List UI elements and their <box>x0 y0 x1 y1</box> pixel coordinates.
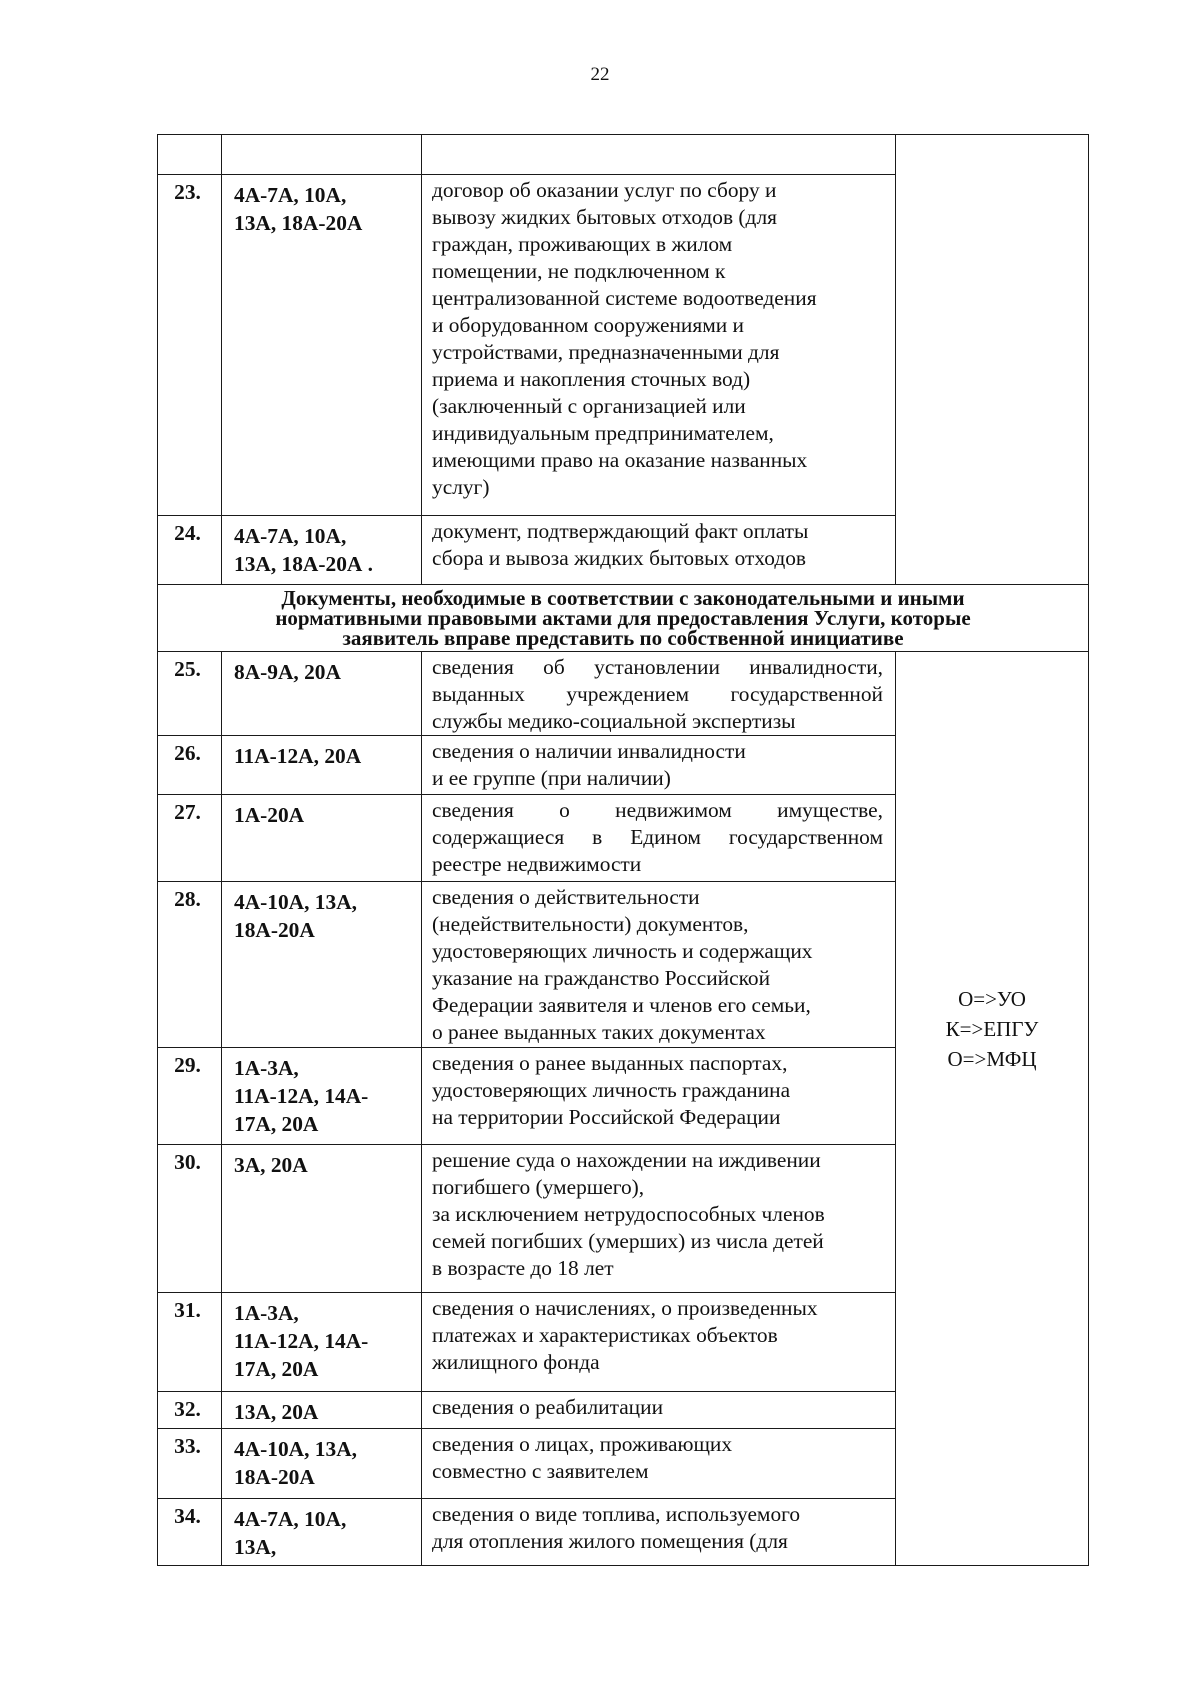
row-number: 34. <box>158 1499 222 1566</box>
row-description: сведения о лицах, проживающих совместно с заявителем <box>422 1429 896 1499</box>
routing-line: О=>МФЦ <box>947 1046 1037 1071</box>
header-cell-number <box>158 135 222 175</box>
row-description: договор об оказании услуг по сбору и вывозу жидких бытовых отходов (для граждан, проживающих в жилом помещении, не подключенном к централизованной системе водоотведения и оборудованном сооружениями и устройствами, предназначенными для приема и накопления сточных вод) (заключенный с организацией или индивидуальным предпринимателем, имеющими право на оказание названных услуг) <box>422 175 896 516</box>
row-codes: 1А-3А, 11А-12А, 14А- 17А, 20А <box>222 1293 422 1392</box>
row-description: сведения о наличии инвалидности и ее группе (при наличии) <box>422 736 896 795</box>
row-description: сведения об установлении инвалидности, выданных учреждением государственной службы медико-социальной экспертизы <box>422 652 896 736</box>
row-codes: 4А-7А, 10А, 13А, 18А-20А <box>222 175 422 516</box>
row-codes: 3А, 20А <box>222 1145 422 1293</box>
row-number: 31. <box>158 1293 222 1392</box>
routing-line: О=>УО <box>958 986 1026 1011</box>
row-codes: 1А-20А <box>222 795 422 882</box>
table-row <box>158 652 1089 736</box>
row-codes: 4А-7А, 10А, 13А, 18А-20А . <box>222 516 422 585</box>
row-description: сведения о реабилитации <box>422 1392 896 1429</box>
row-description: документ, подтверждающий факт оплаты сбора и вывоза жидких бытовых отходов <box>422 516 896 585</box>
row-number: 25. <box>158 652 222 736</box>
header-cell-description <box>422 135 896 175</box>
table-header-strip <box>158 135 1089 175</box>
row-number: 33. <box>158 1429 222 1499</box>
row-codes: 13А, 20А <box>222 1392 422 1429</box>
routing-cell <box>896 652 1089 1566</box>
row-codes: 4А-10А, 13А, 18А-20А <box>222 882 422 1048</box>
section-heading-row <box>158 585 1089 652</box>
row-number: 24. <box>158 516 222 585</box>
row-codes: 1А-3А, 11А-12А, 14А- 17А, 20А <box>222 1048 422 1145</box>
row-description: сведения о виде топлива, используемого для отопления жилого помещения (для <box>422 1499 896 1566</box>
row-codes: 8А-9А, 20А <box>222 652 422 736</box>
section-heading: Документы, необходимые в соответствии с законодательными и иными нормативными правовыми актами для предоставления Услуги, которые заявитель вправе представить по собственной инициативе <box>158 585 1089 652</box>
row-description: сведения о ранее выданных паспортах, удостоверяющих личность гражданина на территории Российской Федерации <box>422 1048 896 1145</box>
row-description: сведения о недвижимом имуществе, содержащиеся в Едином государственном реестре недвижимости <box>422 795 896 882</box>
row-number: 27. <box>158 795 222 882</box>
row-description: сведения о начислениях, о произведенных платежах и характеристиках объектов жилищного фонда <box>422 1293 896 1392</box>
row-number: 29. <box>158 1048 222 1145</box>
documents-table <box>157 134 1089 1566</box>
page-number: 22 <box>590 64 610 85</box>
row-description: решение суда о нахождении на иждивении погибшего (умершего), за исключением нетрудоспособных членов семей погибших (умерших) из числа детей в возрасте до 18 лет <box>422 1145 896 1293</box>
header-cell-codes <box>222 135 422 175</box>
row-number: 23. <box>158 175 222 516</box>
row-number: 32. <box>158 1392 222 1429</box>
row-codes: 11А-12А, 20А <box>222 736 422 795</box>
routing-line: К=>ЕПГУ <box>945 1016 1039 1041</box>
row-number: 26. <box>158 736 222 795</box>
row-number: 30. <box>158 1145 222 1293</box>
row-codes: 4А-10А, 13А, 18А-20А <box>222 1429 422 1499</box>
row-number: 28. <box>158 882 222 1048</box>
row-codes: 4А-7А, 10А, 13А, <box>222 1499 422 1566</box>
routing-cell-upper <box>896 135 1089 585</box>
row-description: сведения о действительности (недействительности) документов, удостоверяющих личность и содержащих указание на гражданство Российской Федерации заявителя и членов его семьи, о ранее выданных таких документах <box>422 882 896 1048</box>
